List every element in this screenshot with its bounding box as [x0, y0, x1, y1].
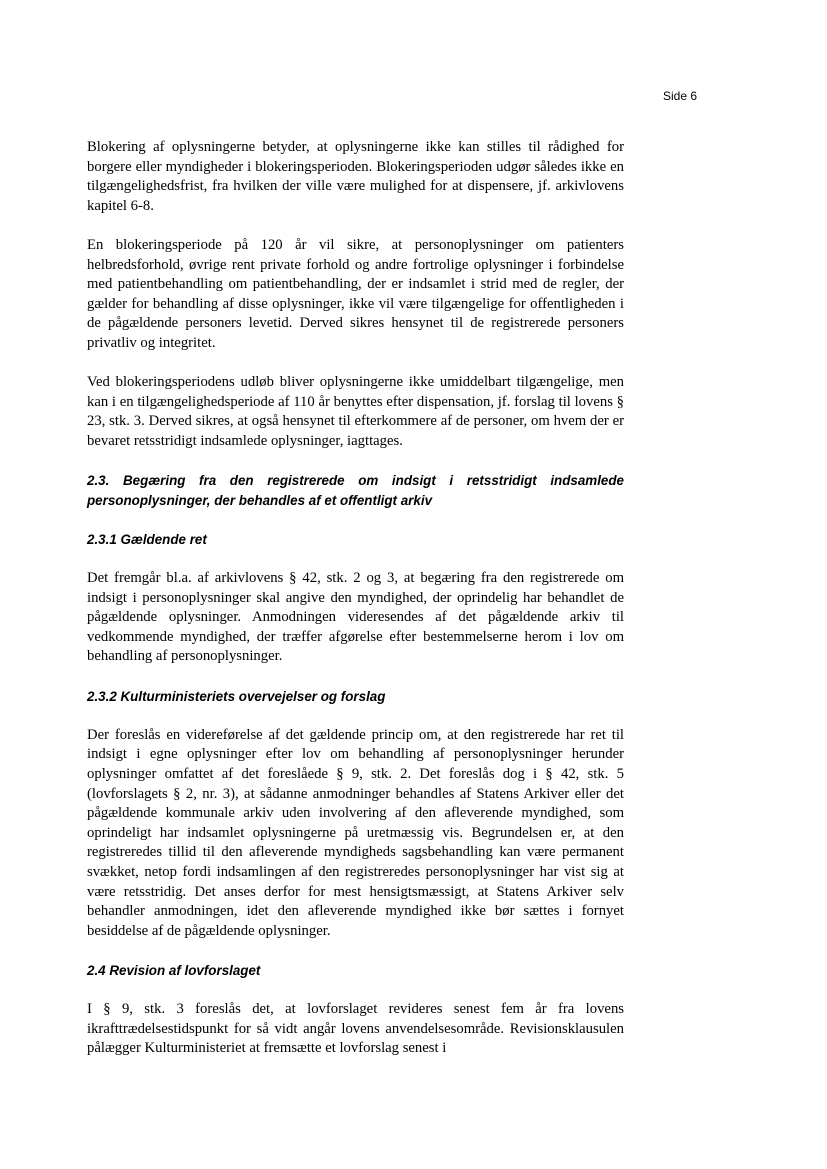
- section-heading-2-3-2: 2.3.2 Kulturministeriets overvejelser og forslag: [87, 688, 386, 704]
- page-number: Side 6: [662, 89, 697, 103]
- paragraph-udloeb: Ved blokeringsperiodens udløb bliver oplysningerne ikke umiddelbart tilgængelige, men kan i en tilgængelighedsperiode af 110 år benyttes efter dispensation, jf. forslag til lovens § 23, stk. 3. Derved sikres, at også hensynet til efterkommere af de personer, om hvem der er bevaret retsstridigt indsamlede oplysninger, iagttages.: [87, 374, 624, 449]
- paragraph-overvejelser: Der foreslås en videreførelse af det gældende princip om, at den registrerede har ret til indsigt i egne oplysninger efter lov om behandling af personoplysninger herunder oplysninger omfattet af det foreslåede § 9, stk. 2. Det foreslås dog i § 42, stk. 5 (lovforslagets § 2, nr. 3), at sådanne anmodninger behandles af Statens Arkiver eller det pågældende kommunale arkiv uden involvering af den afleverende myndighed, som oprindeligt har indsamlet oplysningerne på uretmæssig vis. Begrundelsen er, at den registreredes tillid til den afleverende myndigheds sagsbehandling kan være permanent svækket, netop fordi indsamlingen af den registreredes personoplysninger har vist sig at være retsstridig. Det anses derfor for mest hensigtsmæssigt, at Statens Arkiver selv behandler anmodningen, idet den afleverende myndighed ikke bør sættes i fornyet besiddelse af de pågældende oplysninger.: [87, 726, 624, 939]
- section-heading-2-3: 2.3. Begæring fra den registrerede om indsigt i retsstridigt indsamlede personoplysninger, der behandles af et offentligt arkiv: [87, 473, 624, 508]
- paragraph-revision: I § 9, stk. 3 foreslås det, at lovforslaget revideres senest fem år fra lovens ikrafttrædelsestidspunkt for så vidt angår lovens anvendelsesområde. Revisionsklausulen pålægger Kulturministeriet at fremsætte et lovforslag senest i: [87, 1001, 624, 1057]
- paragraph-blokeringsperiode: En blokeringsperiode på 120 år vil sikre, at personoplysninger om patienters helbredsforhold, øvrige rent private forhold og andre fortrolige oplysninger i forbindelse med patientbehandling om patientbehandling, der er indsamlet i strid med de regler, der gælder for behandling af disse oplysninger, ikke vil være tilgængelige for offentligheden i de pågældende personers levetid. Derved sikres hensynet til de registrerede personers privatliv og integritet.: [87, 236, 624, 351]
- paragraph-gaeldende-ret: Det fremgår bl.a. af arkivlovens § 42, stk. 2 og 3, at begæring fra den registrerede om indsigt i personoplysninger skal angive den myndighed, der oprindelig har behandlet de pågældende oplysninger. Anmodningen videresendes af det pågældende arkiv til vedkommende myndighed, der træffer afgørelse efter bestemmelserne herom i lov om behandling af personoplysninger.: [87, 570, 624, 665]
- document-body: [87, 138, 624, 1059]
- section-heading-2-4: 2.4 Revision af lovforslaget: [87, 962, 261, 978]
- paragraph-blokering: Blokering af oplysningerne betyder, at oplysningerne ikke kan stilles til rådighed for borgere eller myndigheder i blokeringsperioden. Blokeringsperioden udgør således ikke en tilgængelighedsfrist, fra hvilken der ville være mulighed for at dispensere, jf. arkivlovens kapitel 6-8.: [87, 139, 624, 214]
- section-heading-2-3-1: 2.3.1 Gældende ret: [87, 531, 207, 547]
